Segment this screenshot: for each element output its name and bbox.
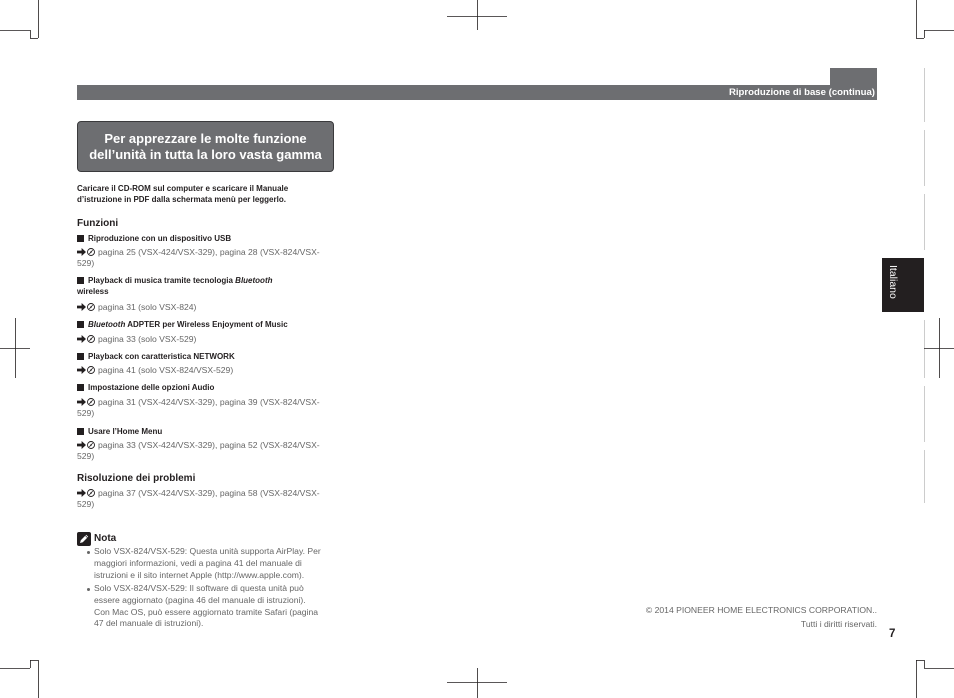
square-bullet-icon (77, 235, 84, 242)
note-bullet-line (87, 618, 318, 630)
disc-icon (87, 248, 95, 256)
note-bullet-line (87, 583, 318, 595)
page-reference-text: pagina 31 (solo VSX-824) (98, 302, 197, 312)
language-tab-label: Italiano (887, 265, 899, 299)
intro-line: Caricare il CD-ROM sul computer e scaricare il Manuale (77, 184, 289, 193)
page-reference-line (77, 365, 233, 376)
feature-item-line (77, 351, 235, 362)
feature-item-title (77, 233, 231, 244)
page-reference (77, 334, 196, 345)
feature-item-label-text: wireless (77, 286, 109, 296)
intro-line: d’istruzione in PDF dalla schermata menù per leggerlo. (77, 195, 286, 204)
page-reference-line (77, 488, 320, 499)
note-bullet-line (87, 546, 321, 558)
page-reference-text: 529) (77, 499, 95, 509)
page-title-line: dell’unità in tutta la loro vasta gamma (89, 146, 322, 162)
feature-item-title (77, 351, 235, 362)
page-reference-text: 529) (77, 451, 95, 461)
page-reference (77, 397, 320, 419)
features-heading: Funzioni (77, 218, 119, 229)
rights-text: Tutti i diritti riservati. (800, 618, 877, 629)
note-bullet (87, 546, 321, 581)
arrow-right-icon (77, 366, 86, 374)
arrow-right-icon (77, 489, 86, 497)
feature-item-label-italic: Bluetooth (235, 275, 273, 285)
feature-item-label (88, 276, 273, 285)
feature-item-line (77, 319, 288, 330)
arrow-right-icon (77, 441, 86, 449)
note-pencil-icon (77, 532, 91, 546)
header-tab (830, 68, 877, 85)
feature-item-label: Impostazione delle opzioni Audio (88, 382, 215, 392)
arrow-right-icon (77, 303, 86, 311)
page-reference-text: pagina 37 (VSX-424/VSX-329), pagina 58 (VSX-824/VSX- (98, 488, 320, 498)
note-bullet-text: Con Mac OS, può essere aggiornato tramite Safari (pagina (94, 606, 319, 617)
page-number: 7 (889, 628, 896, 640)
feature-item-line (77, 286, 273, 297)
note-bullet-line (87, 595, 318, 607)
page-title-box (77, 121, 334, 172)
section-title: Riproduzione di base (continua) (728, 87, 875, 98)
language-tab (882, 258, 924, 312)
feature-item-line (77, 426, 162, 437)
square-bullet-icon (77, 428, 84, 435)
note-bullet-text: maggiori informazioni, vedi a pagina 41 del manuale di (94, 557, 302, 568)
disc-icon (87, 366, 95, 374)
page-reference-text: pagina 31 (VSX-424/VSX-329), pagina 39 (VSX-824/VSX- (98, 397, 320, 407)
feature-item-label: Playback con caratteristica NETWORK (88, 351, 235, 361)
arrow-right-icon (77, 398, 86, 406)
note-bullet-text: Solo VSX-824/VSX-529: Il software di questa unità può (94, 583, 304, 593)
page-reference (77, 488, 320, 510)
square-bullet-icon (77, 321, 84, 328)
feature-item-line (77, 233, 231, 244)
feature-item-line (77, 382, 214, 393)
page-reference-line (77, 440, 320, 451)
square-bullet-icon (77, 384, 84, 391)
page-reference-text: 529) (77, 258, 95, 268)
feature-item-label: Usare l’Home Menu (88, 426, 163, 436)
page-reference-line (77, 499, 320, 510)
arrow-right-icon (77, 335, 86, 343)
feature-item-title (77, 319, 288, 330)
note-bullet (87, 583, 318, 630)
disc-icon (87, 398, 95, 406)
note-bullet-line (87, 558, 321, 570)
page-reference (77, 440, 320, 462)
page-reference-text: pagina 33 (solo VSX-529) (98, 334, 197, 344)
page-reference-line (77, 397, 320, 408)
page-reference-line (77, 302, 196, 313)
intro-paragraph (77, 183, 288, 205)
section-header-bar (77, 85, 877, 100)
square-bullet-icon (77, 277, 84, 284)
feature-item-label (88, 320, 288, 329)
feature-item-title (77, 426, 162, 437)
disc-icon (87, 303, 95, 311)
disc-icon (87, 441, 95, 449)
square-bullet-icon (77, 353, 84, 360)
note-bullet-line (87, 570, 321, 582)
bullet-icon (87, 588, 90, 591)
page-reference-text: 529) (77, 408, 95, 418)
feature-item-label: Riproduzione con un dispositivo USB (88, 233, 232, 243)
feature-item-title (77, 382, 214, 393)
feature-item-label-italic: Bluetooth (88, 319, 126, 329)
page-reference-line (77, 408, 320, 419)
arrow-right-icon (77, 248, 86, 256)
page-reference-line (77, 334, 196, 345)
page-reference-line (77, 451, 320, 462)
feature-item-title (77, 275, 273, 297)
disc-icon (87, 335, 95, 343)
disc-icon (87, 489, 95, 497)
page-reference-text: pagina 33 (VSX-424/VSX-329), pagina 52 (VSX-824/VSX- (98, 440, 320, 450)
page-reference-line (77, 258, 320, 269)
troubleshooting-heading: Risoluzione dei problemi (77, 473, 196, 484)
page-reference-text: pagina 41 (solo VSX-824/VSX-529) (98, 365, 234, 375)
page-reference (77, 247, 320, 269)
feature-item-label-text: ADPTER per Wireless Enjoyment of Music (125, 319, 288, 329)
feature-item-label-text: Playback di musica tramite tecnologia (88, 275, 236, 285)
page-title-line: Per apprezzare le molte funzione (104, 130, 307, 146)
page-reference (77, 365, 233, 376)
feature-item-line (77, 275, 273, 286)
note-header (77, 532, 116, 546)
note-bullet-text: istruzioni e il sito internet Apple (http://www.apple.com). (94, 569, 305, 580)
note-bullet-text: 47 del manuale di istruzioni). (94, 618, 204, 629)
page-reference-text: pagina 25 (VSX-424/VSX-329), pagina 28 (VSX-824/VSX- (98, 247, 320, 257)
note-bullet-text: Solo VSX-824/VSX-529: Questa unità supporta AirPlay. Per (94, 546, 321, 556)
note-bullet-text: essere aggiornato (pagina 46 del manuale di istruzioni). (94, 594, 306, 605)
page-reference (77, 302, 196, 313)
page-reference-line (77, 247, 320, 258)
bullet-icon (87, 551, 90, 554)
copyright-text: © 2014 PIONEER HOME ELECTRONICS CORPORATION.. (645, 604, 877, 615)
note-bullet-line (87, 607, 318, 619)
note-heading: Nota (94, 533, 117, 544)
